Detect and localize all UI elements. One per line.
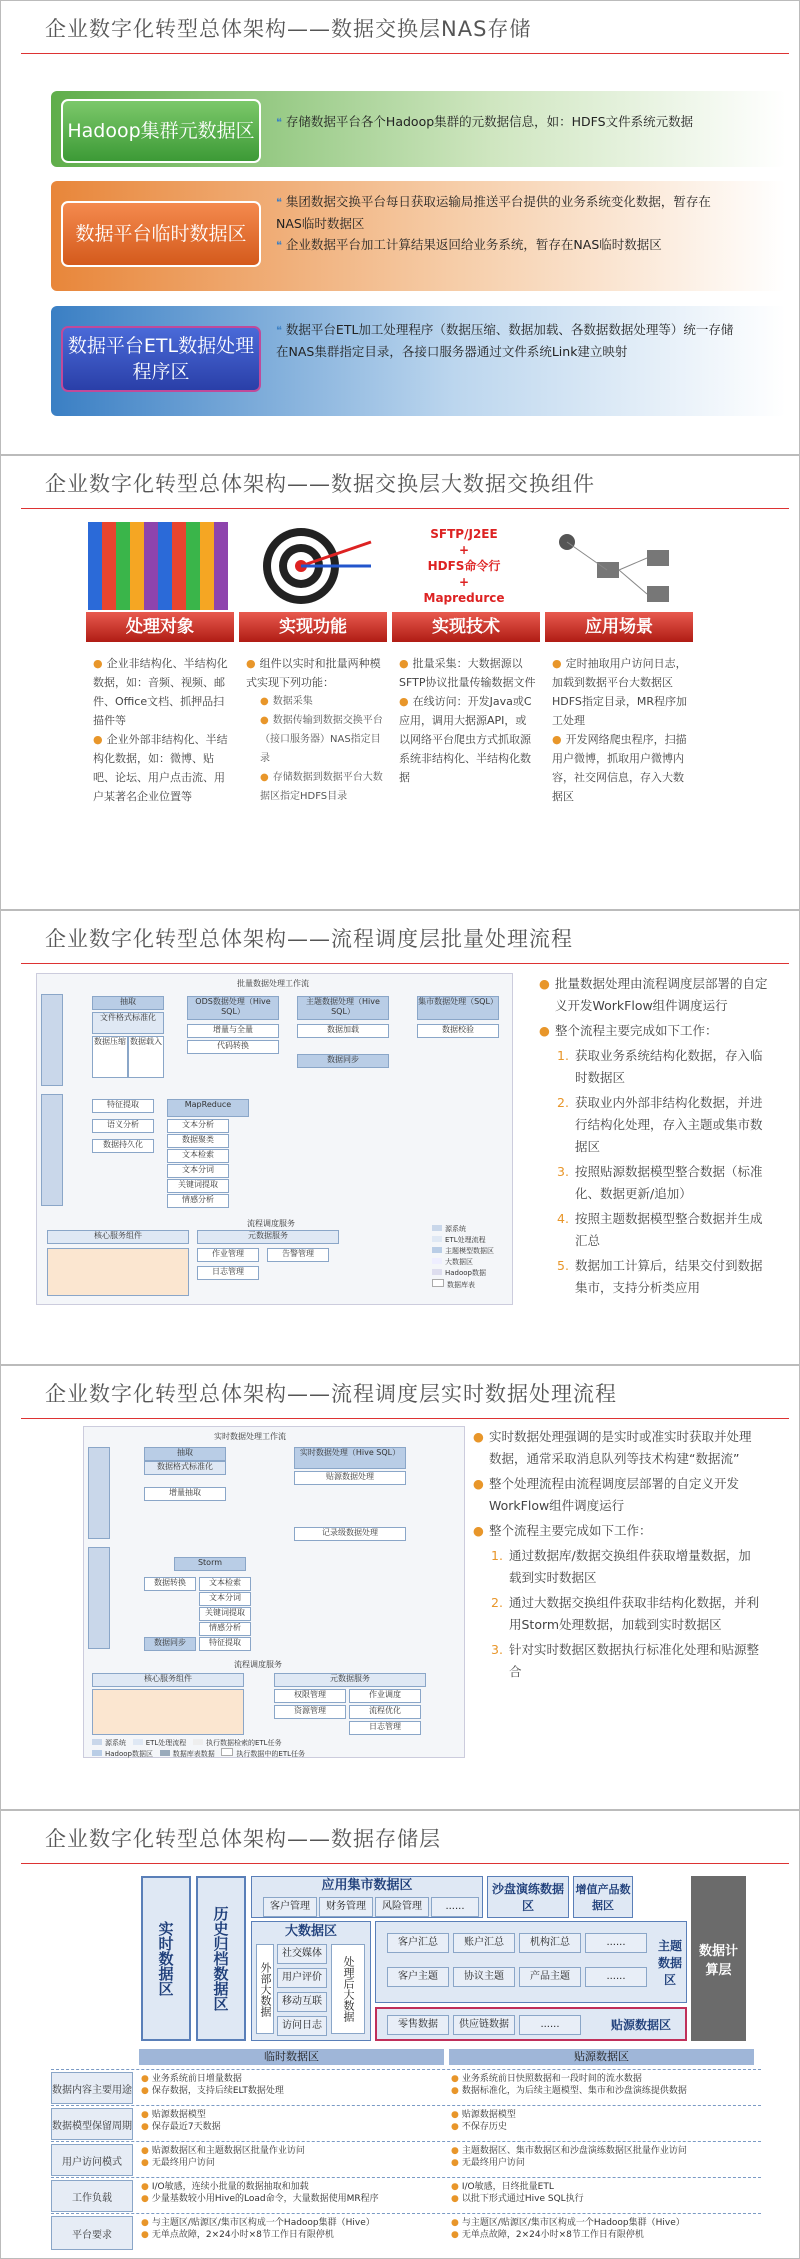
compute-layer: 数据计算层: [691, 1876, 746, 2041]
diagram-box: 文本分词: [167, 1164, 229, 1178]
diagram-box: 文本分析: [167, 1119, 229, 1133]
batch-description: [539, 973, 771, 1302]
slide-title: 企业数字化转型总体架构——流程调度层实时数据处理流程: [45, 1382, 617, 1406]
realtime-workflow-diagram: [83, 1426, 465, 1758]
cell-temp: ● 业务系统前日增量数据 ● 保存数据，支持后续ELT数据处理: [141, 2074, 284, 2096]
tech-stack-image: [394, 522, 534, 614]
cell-source: ● 贴源数据模型 ● 不保存历史: [451, 2110, 516, 2132]
list-item: ● 定时抽取用户访问日志，加载到数据平台大数据区HDFS指定目录，MR程序加工处理: [552, 657, 687, 727]
diagram-box: 流程优化: [349, 1705, 421, 1719]
diagram-box: 抽取: [144, 1447, 226, 1461]
col-head-functions: 实现功能: [239, 612, 387, 642]
bullet-icon: ❝: [276, 239, 282, 252]
chip: 移动互联: [277, 1992, 327, 2012]
chip: 访问日志: [277, 2016, 327, 2036]
diagram-box: 关键词提取: [167, 1179, 229, 1193]
source-system: [41, 1094, 63, 1206]
diagram-box: 资源管理: [274, 1705, 346, 1719]
col-scenarios: [552, 654, 690, 806]
diagram-box: ODS数据处理（Hive SQL）: [187, 996, 279, 1020]
service-title: 流程调度服务: [234, 1660, 282, 1669]
row-label: 数据模型保留周期: [51, 2108, 133, 2140]
table-row: [51, 2069, 761, 2105]
slide-title: 企业数字化转型总体架构——数据存储层: [45, 1827, 441, 1851]
col-tech: [399, 654, 537, 787]
row-label-etl-program: 数据平台ETL数据处理程序区: [61, 326, 261, 392]
cell-temp: ● 贴源数据区和主题数据区批量作业访问 ● 无最终用户访问: [141, 2146, 305, 2168]
chip: 客户主题: [387, 1967, 449, 1987]
diagram-box: 文本分词: [199, 1592, 251, 1606]
list-item: ● 开发网络爬虫程序，扫描用户微博，抓取用户微博内容，社交网信息，存入大数据区: [552, 733, 687, 803]
diagram-box: MapReduce: [167, 1099, 249, 1117]
sub-item: ● 数据采集: [260, 696, 313, 707]
chip: 协议主题: [453, 1967, 515, 1987]
network-diagram-icon: [547, 522, 687, 610]
diagram-box: 数据同步: [297, 1054, 389, 1068]
diagram-box: 告警管理: [267, 1248, 329, 1262]
table-row: [51, 2141, 761, 2177]
bullet-icon: ❝: [276, 324, 282, 337]
diagram-box: 代码转换: [187, 1040, 279, 1054]
diagram-box: 实时数据处理（Hive SQL）: [294, 1447, 406, 1469]
dartboard-icon: [241, 522, 381, 610]
row-label: 平台要求: [51, 2216, 133, 2250]
bullet-icon: ❝: [276, 196, 282, 209]
app-grid-image: [88, 522, 228, 610]
chip: 客户汇总: [387, 1933, 449, 1953]
diagram-box: 记录级数据处理: [294, 1527, 406, 1541]
zone-title: 大数据区: [284, 1924, 337, 1939]
step-item: 2. 获取业内外部非结构化数据，并进行结构化处理，存入主题或集市数据区: [557, 1095, 763, 1154]
diagram-box: 核心服务组件: [47, 1230, 189, 1244]
batch-workflow-diagram: [36, 973, 513, 1305]
title-divider: [21, 963, 789, 964]
step-item: 4. 按照主题数据模型整合数据并生成汇总: [557, 1211, 763, 1248]
tech-line: Mapredurce: [423, 591, 505, 605]
row-label: 数据内容主要用途: [51, 2072, 133, 2104]
diagram-title: 实时数据处理工作流: [214, 1432, 286, 1441]
row-text-hadoop-meta: ❝ 存储数据平台各个Hadoop集群的元数据信息，如：HDFS文件系统元数据: [276, 114, 694, 129]
diagram-box: 文本检索: [167, 1149, 229, 1163]
chip: 账户汇总: [453, 1933, 515, 1953]
step-item: 3. 针对实时数据区数据执行标准化处理和贴源整合: [491, 1642, 760, 1679]
intro-item: ● 实时数据处理强调的是实时或准实时获取并处理数据，通常采取消息队列等技术构建“数据流”: [473, 1429, 752, 1466]
diagram-box: 数据同步: [144, 1637, 196, 1651]
diagram-box: 文件格式标准化: [92, 1012, 164, 1034]
chip: 产品主题: [519, 1967, 581, 1987]
slide-title: 企业数字化转型总体架构——数据交换层大数据交换组件: [45, 472, 595, 496]
col-head-tech: 实现技术: [392, 612, 540, 642]
chip: ......: [519, 2015, 581, 2035]
step-item: 5. 数据加工计算后，结果交付到数据集市，支持分析类应用: [557, 1258, 763, 1295]
diagram-box: 日志管理: [197, 1266, 259, 1280]
sub-item: ● 存储数据到数据平台大数据区指定HDFS目录: [260, 772, 383, 802]
tech-line: +: [458, 575, 470, 589]
list-item: ● 企业外部非结构化、半结构化数据，如：微博、贴吧、论坛、用户点击流、用户某著名企业位置等: [93, 733, 228, 803]
list-item: ● 批量采集：大数据源以SFTP协议批量传输数据文件: [399, 657, 536, 689]
service-title: 流程调度服务: [247, 1219, 295, 1228]
step-item: 1. 获取业务系统结构化数据，存入临时数据区: [557, 1048, 763, 1085]
title-divider: [21, 1863, 789, 1864]
intro-item: ● 整个处理流程由流程调度层部署的自定义开发WorkFlow组件调度运行: [473, 1476, 740, 1513]
diagram-box: 贴源数据处理: [294, 1471, 406, 1485]
row-text-temp-data: ❝ 集团数据交换平台每日获取运输局推送平台提供的业务系统变化数据，暂存在NAS临时数据区 ❝ 企业数据平台加工计算结果返回给业务系统，暂存在NAS临时数据区: [276, 194, 711, 252]
cell-source: ● I/O敏感，日终批量ETL ● 以批下形式通过Hive SQL执行: [451, 2182, 584, 2204]
cell-temp: ● 贴源数据模型 ● 保存最近7天数据: [141, 2110, 221, 2132]
table-row: [51, 2177, 761, 2213]
diagram-box: 特征提取: [199, 1637, 251, 1651]
diagram-box: 作业管理: [197, 1248, 259, 1262]
sandbox-zone: 沙盘演练数据区: [487, 1876, 569, 1918]
slide-bigdata-exchange: [0, 455, 800, 910]
diagram-box: 主题数据处理（Hive SQL）: [297, 996, 389, 1020]
processed-bigdata: 处理后大数据: [331, 1944, 365, 2034]
tech-line: +: [458, 543, 470, 557]
tech-line: HDFS命令行: [427, 559, 501, 573]
legend: 源系统 ETL处理流程 执行数据检索的ETL任务 Hadoop数据区 数据库表数据 执行数据中的ETL任务: [92, 1739, 452, 1759]
zone-title: 主题数据区: [657, 1938, 682, 1987]
diagram-box: 权限管理: [274, 1689, 346, 1703]
diagram-box: 数据载入: [128, 1036, 164, 1078]
target-image: [241, 522, 381, 610]
chip: 零售数据: [387, 2015, 449, 2035]
title-divider: [21, 53, 789, 54]
chip: ......: [585, 1933, 647, 1953]
zone-title: 贴源数据区: [610, 2018, 671, 2032]
col-functions: [246, 654, 384, 806]
step-item: 2. 通过大数据交换组件获取非结构化数据，并利用Storm处理数据，加载到实时数据区: [491, 1595, 760, 1632]
source-system: [88, 1547, 110, 1649]
col-head-objects: 处理对象: [86, 612, 234, 642]
cell-source: ● 主题数据区、集市数据区和沙盘演练数据区批量作业访问 ● 无最终用户访问: [451, 2146, 687, 2168]
table-row: [51, 2105, 761, 2141]
diagram-box: 文本检索: [199, 1577, 251, 1591]
slide-batch-flow: [0, 910, 800, 1365]
table-row: [51, 2213, 761, 2253]
diagram-box: 增量抽取: [144, 1487, 226, 1501]
slide-realtime-flow: [0, 1365, 800, 1810]
diagram-box: 数据格式标准化: [144, 1461, 226, 1475]
title-divider: [21, 508, 789, 509]
source-system: [41, 994, 63, 1086]
list-item: ● 组件以实时和批量两种模式实现下列功能：: [246, 657, 381, 689]
diagram-box: 集市数据处理（SQL）: [417, 996, 499, 1020]
realtime-zone: 实时数据区: [141, 1876, 191, 2041]
diagram-box: 数据压缩: [92, 1036, 128, 1078]
chip: ......: [585, 1967, 647, 1987]
cell-source: ● 业务系统前日快照数据和一段时间的流水数据 ● 数据标准化，为后续主题模型、集市和沙盘演练提供数据: [451, 2074, 687, 2096]
col-head-scenarios: 应用场景: [545, 612, 693, 642]
row-label: 用户访问模式: [51, 2144, 133, 2176]
chip: 供应链数据: [453, 2015, 515, 2035]
diagram-box: [92, 1689, 244, 1735]
table-col-head: 临时数据区: [139, 2049, 444, 2065]
bullet-icon: ❝: [276, 116, 282, 129]
diagram-box: 元数据服务: [274, 1673, 426, 1687]
row-label-temp-data: 数据平台临时数据区: [61, 201, 261, 267]
row-label: 工作负载: [51, 2180, 133, 2212]
diagram-box: 日志管理: [349, 1721, 421, 1735]
diagram-box: 抽取: [92, 996, 164, 1010]
realtime-description: [473, 1426, 763, 1686]
diagram-box: 核心服务组件: [92, 1673, 244, 1687]
chip: 客户管理: [263, 1897, 317, 1917]
diagram-box: 数据校验: [417, 1024, 499, 1038]
intro-item: ● 批量数据处理由流程调度层部署的自定义开发WorkFlow组件调度运行: [539, 976, 768, 1013]
title-divider: [21, 1418, 789, 1419]
col-objects: [93, 654, 231, 806]
cell-source: ● 与主题区/贴源区/集市区构成一个Hadoop集群（Hive） ● 无单点故障，2×24小时×8节工作日有限停机: [451, 2218, 685, 2240]
diagram-box: 数据加载: [297, 1024, 389, 1038]
chip: 风险管理: [375, 1897, 429, 1917]
diagram-box: 情感分析: [199, 1622, 251, 1636]
diagram-box: 特征提取: [92, 1099, 154, 1113]
zone-title: 应用集市数据区: [321, 1878, 413, 1893]
diagram-box: 数据转换: [144, 1577, 196, 1591]
tech-line: SFTP/J2EE: [430, 527, 498, 541]
list-item: ● 在线访问：开发Java或C应用，调用大据源API，或以网络平台爬虫方式抓取源系统非结构化、半结构化数据: [399, 695, 532, 784]
list-item: ● 企业非结构化、半结构化数据，如：音频、视频、邮件、Office文档、抓押品扫描件等: [93, 657, 228, 727]
chip: 财务管理: [319, 1897, 373, 1917]
diagram-box: 数据持久化: [92, 1139, 154, 1153]
diagram-box: 元数据服务: [197, 1230, 339, 1244]
external-bigdata: 外部大数据: [256, 1944, 274, 2034]
diagram-title: 批量数据处理工作流: [237, 979, 309, 988]
table-col-head: 贴源数据区: [449, 2049, 754, 2065]
diagram-box: 增量与全量: [187, 1024, 279, 1038]
diagram-box: 语义分析: [92, 1119, 154, 1133]
network-image: [547, 522, 687, 610]
step-item: 1. 通过数据库/数据交换组件获取增量数据，加载到实时数据区: [491, 1548, 751, 1585]
slide-nas-storage: [0, 0, 800, 455]
diagram-box: 情感分析: [167, 1194, 229, 1208]
legend: 源系统 ETL处理流程 主题模型数据区 大数据区 Hadoop数据 数据库表: [432, 1224, 504, 1291]
chip: 社交媒体: [277, 1944, 327, 1964]
chip: ......: [431, 1897, 479, 1917]
chip: 机构汇总: [519, 1933, 581, 1953]
row-text-etl-program: ❝ 数据平台ETL加工处理程序（数据压缩、数据加载、各数据数据处理等）统一存储在NAS集群指定目录，各接口服务器通过文件系统Link建立映射: [276, 322, 734, 359]
row-label-hadoop-meta: Hadoop集群元数据区: [61, 99, 261, 163]
cell-temp: ● 与主题区/贴源区/集市区构成一个Hadoop集群（Hive） ● 无单点故障，2×24小时×8节工作日有限停机: [141, 2218, 375, 2240]
diagram-box: [47, 1248, 189, 1296]
cell-temp: ● I/O敏感，连续小批量的数据抽取和加载 ● 少量基数较小用Hive的Load命令，大量数据使用MR程序: [141, 2182, 379, 2204]
value-zone: 增值产品数据区: [573, 1876, 633, 1918]
slide-storage-layer: [0, 1810, 800, 2259]
diagram-box: 关键词提取: [199, 1607, 251, 1621]
slide-title: 企业数字化转型总体架构——数据交换层NAS存储: [45, 17, 532, 41]
intro-item: ● 整个流程主要完成如下工作：: [539, 1023, 718, 1038]
slide-title: 企业数字化转型总体架构——流程调度层批量处理流程: [45, 927, 573, 951]
sub-item: ● 数据传输到数据交换平台（接口服务器）NAS指定目录: [260, 715, 383, 764]
intro-item: ● 整个流程主要完成如下工作：: [473, 1523, 652, 1538]
step-item: 3. 按照贴源数据模型整合数据（标准化、数据更新/追加）: [557, 1164, 763, 1201]
source-system: [88, 1447, 110, 1539]
diagram-box: 作业调度: [349, 1689, 421, 1703]
history-zone: 历史归档数据区: [196, 1876, 246, 2041]
diagram-box: 数据聚类: [167, 1134, 229, 1148]
diagram-box: Storm: [174, 1557, 246, 1571]
chip: 用户评价: [277, 1968, 327, 1988]
